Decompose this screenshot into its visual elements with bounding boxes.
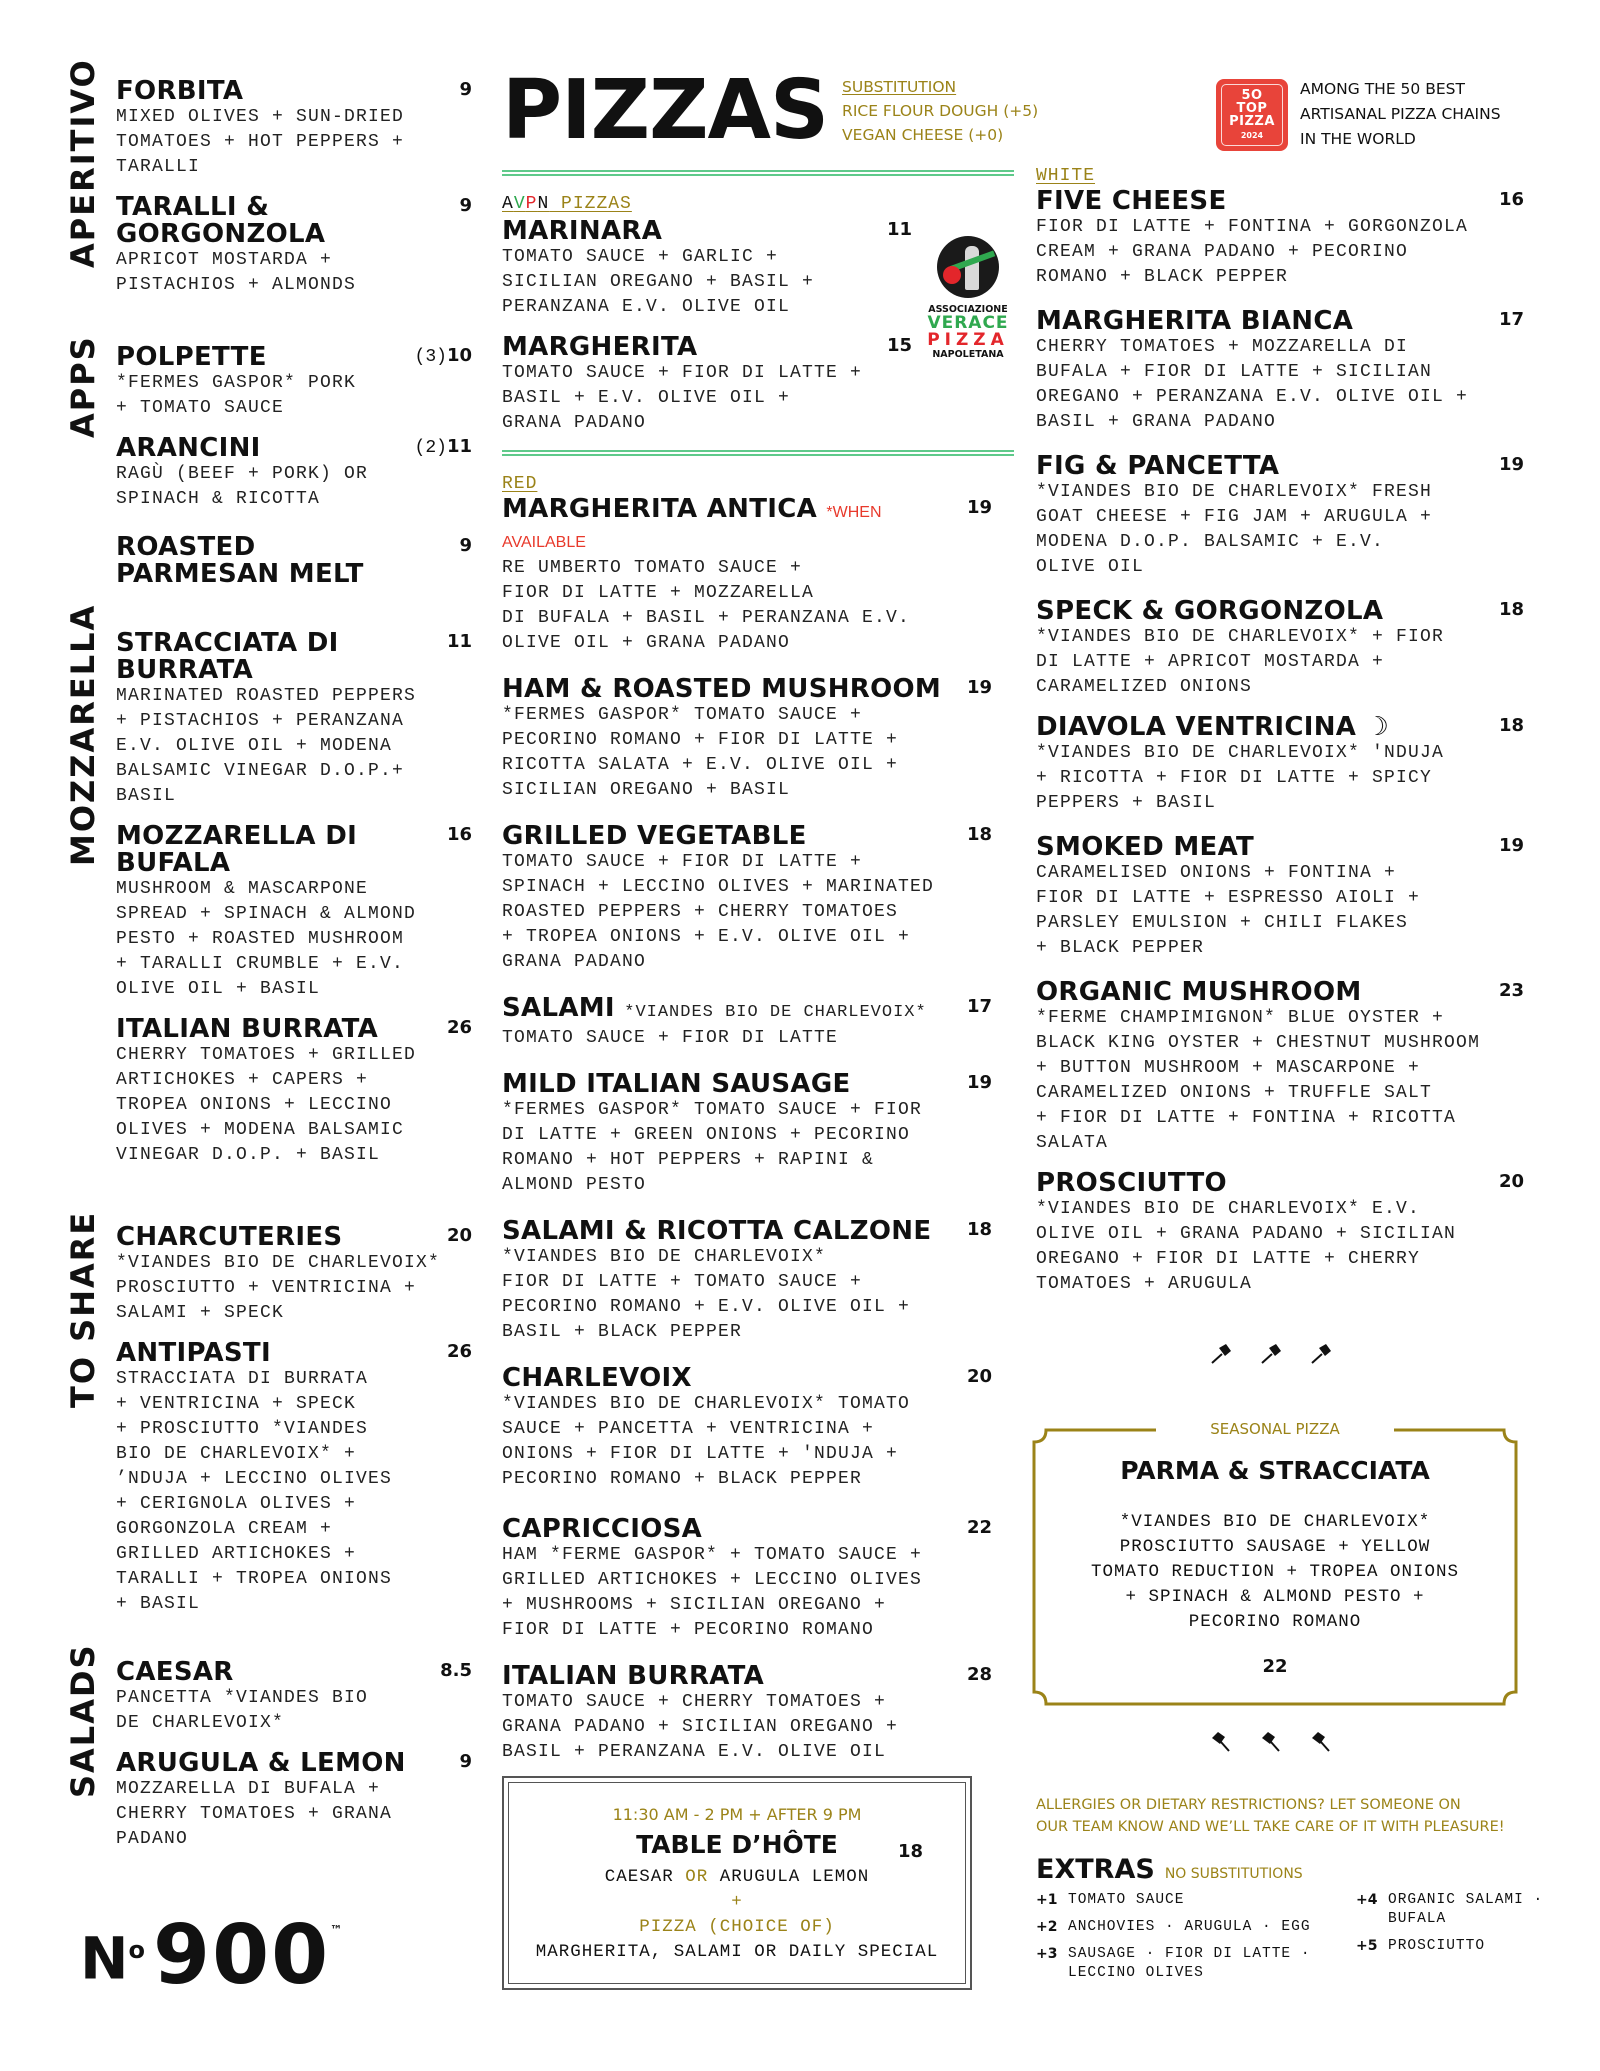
pizza-peel-icon	[1260, 1730, 1282, 1754]
item-description: CARAMELISED ONIONS + FONTINA + FIOR DI LATTE + ESPRESSO AIOLI + PARSLEY EMULSION + CHILI FLAKES + BLACK PEPPER	[1036, 863, 1421, 958]
item-description: *FERMES GASPOR* TOMATO SAUCE + FIOR DI LATTE + GREEN ONIONS + PECORINO ROMANO + HOT PEPPERS + RAPINI & ALMOND PESTO	[502, 1100, 923, 1195]
trademark-symbol: ™	[330, 1923, 343, 1937]
divider	[502, 170, 1014, 176]
item-description: RAGÙ (BEEF + PORK) OR SPINACH & RICOTTA	[116, 464, 369, 509]
item-name: MOZZARELLA DI BUFALA	[116, 821, 358, 878]
seasonal-price: 22	[1262, 1656, 1288, 1677]
item-price: 19	[966, 1072, 992, 1093]
item-description: *FERME CHAMPIMIGNON* BLUE OYSTER + BLACK KING OYSTER + CHESTNUT MUSHROOM + BUTTON MUSHROOM + MASCARPONE + CARAMELIZED ONIONS + TRUFFLE SALT + FIOR DI LATTE + FONTINA + RICOTTA SALATA	[1036, 1008, 1481, 1153]
substitution-label: SUBSTITUTION	[842, 78, 957, 96]
item-name: ARANCINI	[116, 433, 261, 463]
section-mozzarella	[116, 630, 472, 1168]
item-price: 18	[1498, 599, 1524, 620]
item-description: *FERMES GASPOR* PORK + TOMATO SAUCE	[116, 373, 357, 418]
section-label-aperitivo: APERITIVO	[64, 58, 102, 268]
pizza-peel-divider	[1210, 1342, 1332, 1366]
item-description: TOMATO SAUCE + CHERRY TOMATOES + GRANA PADANO + SICILIAN OREGANO + BASIL + PERANZANA E.V. OLIVE OIL	[502, 1692, 899, 1762]
white-label: WHITE	[1036, 166, 1096, 186]
item-description: *VIANDES BIO DE CHARLEVOIX* FRESH GOAT CHEESE + FIG JAM + ARUGULA + MODENA D.O.P. BALSAMIC + E.V. OLIVE OIL	[1036, 482, 1433, 577]
section-to-share	[116, 1224, 472, 1617]
item-description: TOMATO SAUCE + GARLIC + SICILIAN OREGANO + BASIL + PERANZANA E.V. OLIVE OIL	[502, 247, 815, 317]
section-aperitivo	[116, 78, 472, 298]
item-price: 20	[1498, 1171, 1524, 1192]
item-price: 9	[459, 195, 472, 216]
menu-item	[502, 1218, 992, 1345]
item-price: 11	[446, 631, 472, 652]
item-description: STRACCIATA DI BURRATA + VENTRICINA + SPECK + PROSCIUTTO *VIANDES BIO DE CHARLEVOIX* + ’NDUJA + LECCINO OLIVES + CERIGNOLA OLIVES + GORGONZOLA CREAM + GRILLED ARTICHOKES + TARALLI + TROPEA ONIONS + BASIL	[116, 1369, 393, 1614]
item-description: *FERMES GASPOR* TOMATO SAUCE + PECORINO ROMANO + FIOR DI LATTE + RICOTTA SALATA + E.V. OLIVE OIL + SICILIAN OREGANO + BASIL	[502, 705, 899, 800]
item-description: APRICOT MOSTARDA + PISTACHIOS + ALMONDS	[116, 250, 357, 295]
item-price	[415, 435, 472, 460]
item-description: TOMATO SAUCE + FIOR DI LATTE + SPINACH + LECCINO OLIVES + MARINATED ROASTED PEPPERS + CHERRY TOMATOES + TROPEA ONIONS + E.V. OLIVE OIL + GRANA PADANO	[502, 852, 935, 972]
avpn-label: AVPN PIZZAS	[502, 194, 632, 214]
table-dhote-pizza-label: PIZZA (CHOICE OF)	[639, 1917, 835, 1937]
item-name: CHARCUTERIES	[116, 1222, 343, 1252]
item-description: *VIANDES BIO DE CHARLEVOIX* FIOR DI LATTE + TOMATO SAUCE + PECORINO ROMANO + E.V. OLIVE OIL + BASIL + BLACK PEPPER	[502, 1247, 911, 1342]
pizzas-header	[502, 63, 1039, 158]
item-description: *VIANDES BIO DE CHARLEVOIX* 'NDUJA + RICOTTA + FIOR DI LATTE + SPICY PEPPERS + BASIL	[1036, 743, 1445, 813]
item-name: GRILLED VEGETABLE	[502, 821, 807, 851]
item-name: FIVE CHEESE	[1036, 186, 1227, 216]
extras-title: EXTRAS	[1036, 1854, 1155, 1885]
substitution-option: VEGAN CHEESE (+0)	[842, 126, 1004, 144]
item-name: PROSCIUTTO	[1036, 1168, 1227, 1198]
item-name: ANTIPASTI	[116, 1338, 271, 1368]
item-description: CHERRY TOMATOES + GRILLED ARTICHOKES + CAPERS + TROPEA ONIONS + LECCINO OLIVES + MODENA BALSAMIC VINEGAR D.O.P. + BASIL	[116, 1045, 417, 1165]
extra-item: +3 SAUSAGE · FIOR DI LATTE · LECCINO OLIVES	[1036, 1946, 1311, 1981]
red-label: RED	[502, 474, 538, 494]
item-name: HAM & ROASTED MUSHROOM	[502, 674, 942, 704]
item-name: SMOKED MEAT	[1036, 832, 1255, 862]
award-text: AMONG THE 50 BEST ARTISANAL PIZZA CHAINS IN THE WORLD	[1300, 80, 1501, 148]
section-label-mozzarella: MOZZARELLA	[64, 603, 102, 866]
item-name: ITALIAN BURRATA	[116, 1014, 379, 1044]
pizza-peel-icon	[1210, 1342, 1232, 1366]
menu-item	[502, 334, 912, 436]
menu-item	[116, 1659, 472, 1736]
menu-item	[116, 1224, 472, 1326]
avpn-logo: ASSOCIAZIONE VERACE PIZZA NAPOLETANA	[920, 236, 1016, 360]
item-description: *VIANDES BIO DE CHARLEVOIX* TOMATO SAUCE + PANCETTA + VENTRICINA + ONIONS + FIOR DI LATTE + 'NDUJA + PECORINO ROMANO + BLACK PEPPER	[502, 1394, 911, 1489]
top-50-pizza-badge-icon: 5O TOP PIZZA 2024	[1216, 79, 1288, 151]
item-name: ROASTED PARMESAN MELT	[116, 532, 364, 589]
menu-item	[116, 1750, 472, 1852]
menu-item	[1036, 453, 1524, 580]
item-description: *VIANDES BIO DE CHARLEVOIX* + FIOR DI LATTE + APRICOT MOSTARDA + CARAMELIZED ONIONS	[1036, 627, 1445, 697]
item-price: 18	[1498, 715, 1524, 736]
menu-item	[116, 534, 472, 588]
menu-item	[502, 1365, 992, 1492]
pizza-peel-divider	[1210, 1730, 1332, 1754]
item-price: 17	[1498, 309, 1524, 330]
item-name: MARGHERITA ANTICA *WHEN AVAILABLE	[502, 494, 882, 551]
menu-item	[1036, 979, 1524, 1156]
middle-column	[502, 170, 1014, 1779]
pizza-peel-icon	[1310, 1342, 1332, 1366]
item-name: CAPRICCIOSA	[502, 1514, 703, 1544]
extras-section	[1036, 1854, 1576, 1991]
item-description: MUSHROOM & MASCARPONE SPREAD + SPINACH & ALMOND PESTO + ROASTED MUSHROOM + TARALLI CRUMBLE + E.V. OLIVE OIL + BASIL	[116, 879, 417, 999]
menu-item	[116, 344, 472, 421]
item-price-value: 11	[446, 436, 472, 457]
menu-item	[1036, 188, 1524, 290]
menu-item	[502, 1663, 992, 1765]
item-name: CAESAR	[116, 1657, 234, 1687]
menu-item	[116, 1016, 472, 1168]
left-column	[116, 78, 472, 1866]
seasonal-pizza-box	[1032, 1398, 1518, 1720]
availability-note: *WHEN AVAILABLE	[502, 504, 882, 551]
item-description: PANCETTA *VIANDES BIO DE CHARLEVOIX*	[116, 1688, 369, 1733]
pizzaiolo-icon	[937, 236, 999, 298]
item-name: TARALLI & GORGONZOLA	[116, 192, 326, 249]
menu-item	[502, 496, 992, 656]
item-name: MILD ITALIAN SAUSAGE	[502, 1069, 851, 1099]
menu-item	[116, 1340, 472, 1617]
item-description: MOZZARELLA DI BUFALA + CHERRY TOMATOES + GRANA PADANO	[116, 1779, 393, 1849]
item-name: ITALIAN BURRATA	[502, 1661, 765, 1691]
item-price: 26	[446, 1341, 472, 1362]
item-price: 11	[886, 219, 912, 240]
menu-item	[116, 78, 472, 180]
table-dhote-hours: 11:30 AM - 2 PM + AFTER 9 PM	[612, 1805, 862, 1824]
menu-item	[502, 676, 992, 803]
table-dhote-salads: CAESAR OR ARUGULA LEMON	[604, 1867, 870, 1887]
menu-item	[1036, 834, 1524, 961]
section-label-apps: APPS	[64, 335, 102, 438]
menu-item	[502, 823, 992, 975]
extra-item: +1 TOMATO SAUCE	[1036, 1892, 1185, 1908]
item-price-value: 10	[446, 345, 472, 366]
item-name: ARUGULA & LEMON	[116, 1748, 406, 1778]
item-price: 20	[446, 1225, 472, 1246]
substitution-option: RICE FLOUR DOUGH (+5)	[842, 102, 1039, 120]
substitution-info	[842, 75, 1038, 147]
seasonal-name: PARMA & STRACCIATA	[1120, 1456, 1430, 1485]
item-description: CHERRY TOMATOES + MOZZARELLA DI BUFALA + FIOR DI LATTE + SICILIAN OREGANO + PERANZANA E.V. OLIVE OIL + BASIL + GRANA PADANO	[1036, 337, 1469, 432]
item-price: 22	[966, 1517, 992, 1538]
item-description: MARINATED ROASTED PEPPERS + PISTACHIOS + PERANZANA E.V. OLIVE OIL + MODENA BALSAMIC VINEGAR D.O.P.+ BASIL	[116, 686, 417, 806]
item-price: 23	[1498, 980, 1524, 1001]
item-name: POLPETTE	[116, 342, 267, 372]
item-price: 18	[966, 1219, 992, 1240]
item-name: ORGANIC MUSHROOM	[1036, 977, 1362, 1007]
item-name: DIAVOLA VENTRICINA ☽	[1036, 712, 1390, 742]
menu-item	[502, 1071, 992, 1198]
section-label-salads: SALADS	[64, 1643, 102, 1798]
item-name: FORBITA	[116, 76, 244, 106]
table-dhote-plus: +	[731, 1892, 743, 1912]
menu-item	[116, 194, 472, 298]
section-label-to-share: TO SHARE	[64, 1210, 102, 1408]
menu-item	[116, 435, 472, 512]
item-name: FIG & PANCETTA	[1036, 451, 1280, 481]
item-name: STRACCIATA DI BURRATA	[116, 628, 339, 685]
right-column	[1036, 166, 1524, 1311]
extra-item: +4 ORGANIC SALAMI · BUFALA	[1356, 1892, 1544, 1927]
item-price: 18	[966, 824, 992, 845]
allergy-note: ALLERGIES OR DIETARY RESTRICTIONS? LET SOMEONE ON OUR TEAM KNOW AND WE’LL TAKE CARE OF IT WITH PLEASURE!	[1036, 1797, 1505, 1835]
seasonal-label: SEASONAL PIZZA	[1210, 1420, 1340, 1438]
menu-item	[1036, 714, 1524, 816]
table-dhote-box	[502, 1776, 972, 1990]
section-salads	[116, 1659, 472, 1852]
section-red	[502, 474, 992, 1765]
pizza-peel-icon	[1210, 1730, 1232, 1754]
item-price: 20	[966, 1366, 992, 1387]
chili-pepper-icon: ☽	[1365, 712, 1390, 742]
item-price: 19	[966, 497, 992, 518]
menu-item	[502, 995, 992, 1051]
menu-item	[502, 1516, 992, 1643]
brand-logo	[80, 1908, 343, 2003]
item-description: TOMATO SAUCE + FIOR DI LATTE	[502, 1028, 839, 1048]
item-name: SPECK & GORGONZOLA	[1036, 596, 1384, 626]
table-dhote-title: TABLE D’HÔTE	[636, 1830, 838, 1859]
item-price: 8.5	[440, 1660, 472, 1681]
brand-number: 900	[153, 1908, 331, 2003]
item-description: *VIANDES BIO DE CHARLEVOIX* PROSCIUTTO + VENTRICINA + SALAMI + SPECK	[116, 1253, 441, 1323]
pizza-peel-icon	[1310, 1730, 1332, 1754]
item-name: MARINARA	[502, 216, 663, 246]
item-quantity: (3)	[414, 347, 447, 367]
menu-item	[1036, 308, 1524, 435]
item-quantity: (2)	[414, 438, 447, 458]
item-description: *VIANDES BIO DE CHARLEVOIX* E.V. OLIVE OIL + GRANA PADANO + SICILIAN OREGANO + FIOR DI LATTE + CHERRY TOMATOES + ARUGULA	[1036, 1199, 1457, 1294]
item-description: MIXED OLIVES + SUN-DRIED TOMATOES + HOT PEPPERS + TARALLI	[116, 107, 405, 177]
award-block	[1216, 77, 1501, 152]
item-price: 19	[1498, 835, 1524, 856]
brand-prefix: $N^o$	[80, 1924, 146, 1993]
item-price: 19	[1498, 454, 1524, 475]
item-description: TOMATO SAUCE + FIOR DI LATTE + BASIL + E.V. OLIVE OIL + GRANA PADANO	[502, 363, 863, 433]
menu-item	[502, 218, 912, 320]
page-title: PIZZAS	[502, 63, 829, 158]
menu-item	[116, 630, 472, 809]
menu-item	[1036, 598, 1524, 700]
divider	[502, 450, 1014, 456]
extra-item: +2 ANCHOVIES · ARUGULA · EGG	[1036, 1919, 1311, 1935]
menu-item	[1036, 1170, 1524, 1297]
item-description: RE UMBERTO TOMATO SAUCE + FIOR DI LATTE + MOZZARELLA DI BUFALA + BASIL + PERANZANA E.V. OLIVE OIL + GRANA PADANO	[502, 558, 911, 653]
table-dhote-pizza-options: MARGHERITA, SALAMI OR DAILY SPECIAL	[535, 1942, 939, 1962]
item-description: HAM *FERME GASPOR* + TOMATO SAUCE + GRILLED ARTICHOKES + LECCINO OLIVES + MUSHROOMS + SICILIAN OREGANO + FIOR DI LATTE + PECORINO ROMANO	[502, 1545, 923, 1640]
item-description: FIOR DI LATTE + FONTINA + GORGONZOLA CREAM + GRANA PADANO + PECORINO ROMANO + BLACK PEPPER	[1036, 217, 1469, 287]
item-price: 19	[966, 677, 992, 698]
section-apps	[116, 344, 472, 588]
item-price	[415, 344, 472, 369]
item-name: MARGHERITA BIANCA	[1036, 306, 1354, 336]
item-price: 28	[966, 1664, 992, 1685]
table-dhote-price: 18	[897, 1841, 923, 1862]
item-price: 16	[1498, 189, 1524, 210]
item-price: 26	[446, 1017, 472, 1038]
item-price: 15	[886, 335, 912, 356]
section-avpn	[502, 194, 1014, 436]
item-name: SALAMI & RICOTTA CALZONE	[502, 1216, 932, 1246]
item-name: CHARLEVOIX	[502, 1363, 692, 1393]
item-price: 16	[446, 824, 472, 845]
item-name: MARGHERITA	[502, 332, 698, 362]
menu-item	[116, 823, 472, 1002]
pizza-peel-icon	[1260, 1342, 1282, 1366]
seasonal-description: *VIANDES BIO DE CHARLEVOIX* PROSCIUTTO SAUSAGE + YELLOW TOMATO REDUCTION + TROPEA ONIONS + SPINACH & ALMOND PESTO + PECORINO ROMANO	[1090, 1512, 1460, 1632]
item-price: 9	[459, 79, 472, 100]
item-price: 9	[459, 1751, 472, 1772]
item-price: 9	[459, 535, 472, 556]
extra-item: +5 PROSCIUTTO	[1356, 1938, 1486, 1954]
item-name: SALAMI *VIANDES BIO DE CHARLEVOIX*	[502, 993, 927, 1023]
extras-note: NO SUBSTITUTIONS	[1164, 1866, 1303, 1882]
supplier-note: *VIANDES BIO DE CHARLEVOIX*	[624, 1003, 927, 1022]
item-price: 17	[966, 996, 992, 1017]
